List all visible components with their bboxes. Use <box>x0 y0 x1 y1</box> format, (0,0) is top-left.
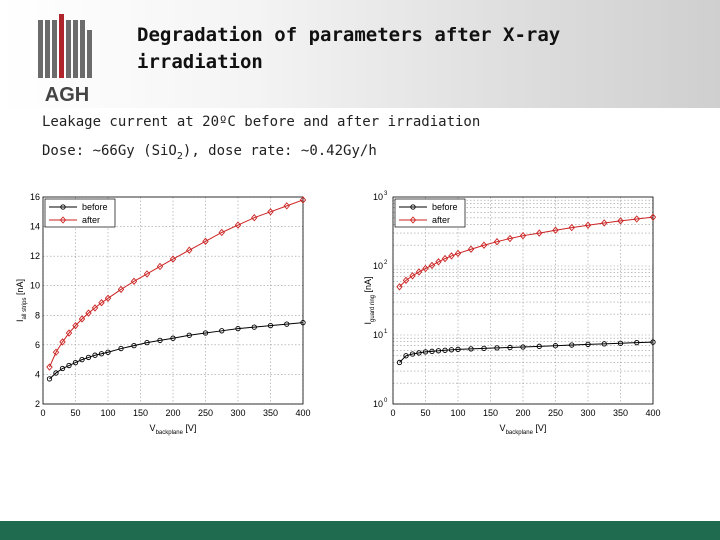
chart2-y-axis-label: $I_{guard ring}$ [nA] <box>363 276 376 325</box>
subtitle-dose-text: Dose: ~66Gy (SiO <box>42 143 177 159</box>
subtitle-leakage: Leakage current at 20ºC before and after irradiation <box>42 114 481 130</box>
chart1-x-tick-label: 250 <box>197 408 214 418</box>
logo-bars <box>38 14 92 78</box>
footer-bar <box>0 521 720 540</box>
chart2-legend-label-after: after <box>432 215 451 225</box>
chart1-y-tick-label: 14 <box>29 221 40 232</box>
chart2-y-tick-label: 10 <box>372 399 383 409</box>
chart2-x-tick-label: 400 <box>645 408 661 418</box>
chart2-x-tick-label: 200 <box>515 408 531 418</box>
chart-leakage-guard-ring <box>355 182 695 437</box>
chart2-y-tick-label: 10 <box>372 261 383 271</box>
chart1-x-tick-label: 300 <box>230 408 246 418</box>
chart2-x-tick-label: 50 <box>420 408 431 418</box>
chart2-x-tick-label: 0 <box>390 408 396 418</box>
chart1-x-tick-label: 100 <box>100 408 116 418</box>
subtitle-dose <box>42 143 377 162</box>
chart2-y-tick-label: 10 <box>372 330 383 340</box>
chart1-legend-label-after: after <box>82 215 101 225</box>
chart1-y-tick-label: 4 <box>34 369 40 380</box>
chart2-x-tick-label: 100 <box>450 408 466 418</box>
chart2-x-tick-label: 350 <box>612 408 629 418</box>
chart2-x-tick-label: 150 <box>482 408 499 418</box>
chart2-y-tick-exponent: 2 <box>384 260 388 266</box>
chart2-x-tick-label: 300 <box>580 408 596 418</box>
chart1-x-tick-label: 50 <box>70 408 81 418</box>
chart1-x-tick-label: 150 <box>132 408 149 418</box>
chart2-y-tick-exponent: 0 <box>384 398 388 404</box>
chart2-y-tick-exponent: 1 <box>384 329 388 335</box>
chart1-y-tick-label: 16 <box>29 192 40 202</box>
agh-logo <box>36 12 98 104</box>
chart-leakage-all-strips <box>5 182 345 437</box>
chart1-y-axis-label: $I_{all strips}$ [nA] <box>15 278 28 323</box>
subtitle-dose-rest: ), dose rate: ~0.42Gy/h <box>182 143 377 159</box>
chart1-y-tick-label: 10 <box>29 280 40 291</box>
chart2-x-tick-label: 250 <box>547 408 564 418</box>
chart2-x-axis-label: $V_{backplane}$ [V] <box>499 423 547 436</box>
slide-title: Degradation of parameters after X-ray irradiation <box>137 24 561 73</box>
chart2-y-tick-label: 10 <box>372 192 383 202</box>
chart1-x-tick-label: 400 <box>295 408 311 418</box>
chart1-x-tick-label: 0 <box>40 408 46 418</box>
chart2-legend-label-before: before <box>432 202 458 212</box>
chart1-y-tick-label: 12 <box>29 251 40 262</box>
chart1-x-axis-label: $V_{backplane}$ [V] <box>149 423 197 436</box>
logo-text: AGH <box>44 84 90 104</box>
chart1-legend-label-before: before <box>82 202 108 212</box>
subtitle-dose-subscript: 2 <box>176 150 183 162</box>
chart1-y-tick-label: 8 <box>34 310 40 321</box>
chart1-y-tick-label: 2 <box>34 399 40 409</box>
chart1-y-tick-label: 6 <box>34 339 40 350</box>
chart1-x-tick-label: 350 <box>262 408 279 418</box>
chart2-y-tick-exponent: 3 <box>384 191 388 197</box>
chart1-x-tick-label: 200 <box>165 408 181 418</box>
